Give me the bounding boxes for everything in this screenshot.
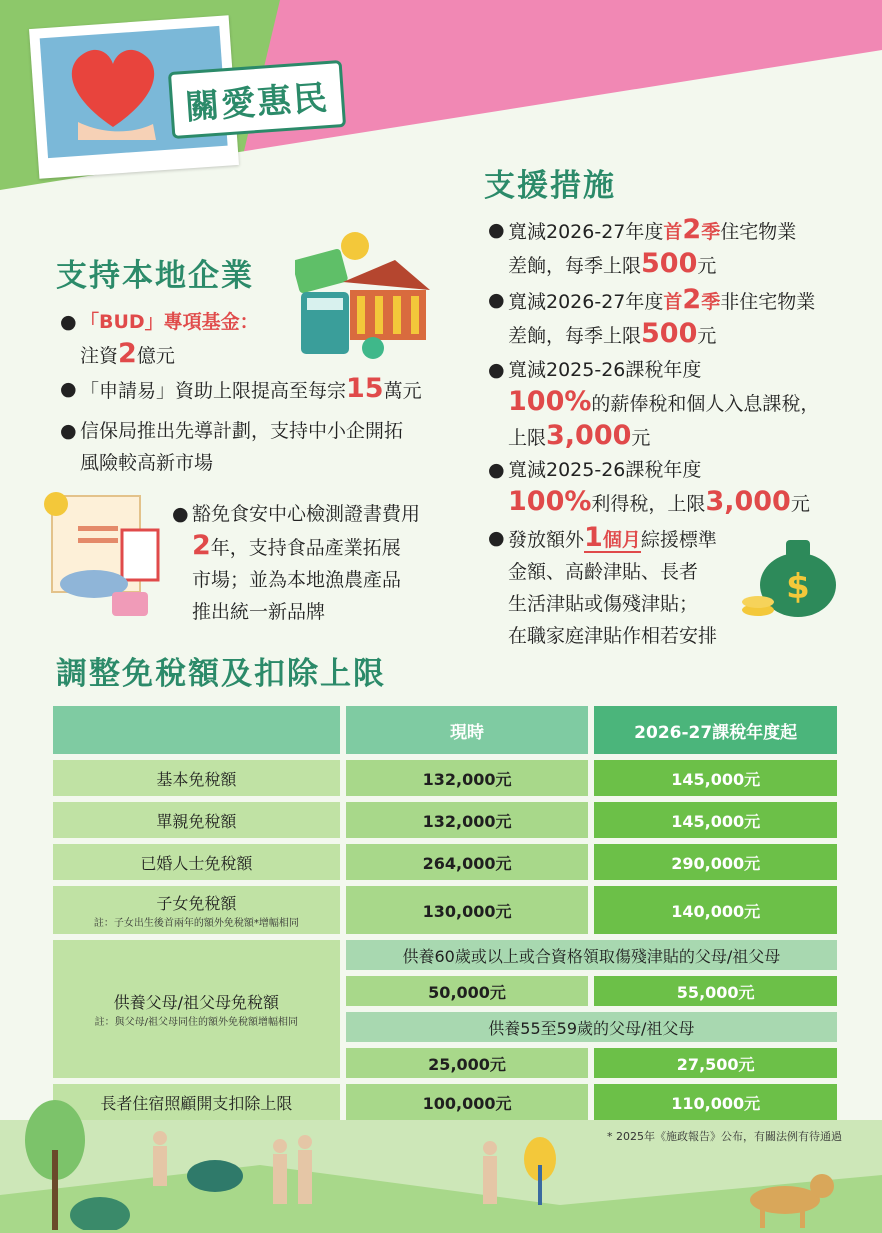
table-header-blank (53, 706, 340, 754)
business-ecic: ● 信保局推出先導計劃，支持中小企開拓 風險較高新市場 (60, 420, 404, 474)
child-allowance-label: 子女免稅額 (156, 894, 237, 913)
support-item-5: ● 發放額外1個月綜援標準 金額、高齡津貼、長者 生活津貼或傷殘津貼； 在職家庭津貼作相若安排 (488, 522, 718, 647)
table-row: 已婚人士免稅額 264,000元 290,000元 (53, 844, 837, 880)
table-row: 單親免稅額 132,000元 145,000元 (53, 802, 837, 838)
table-title: 調整免稅額及扣除上限 (56, 656, 386, 692)
page-title: 關愛惠民 (168, 60, 346, 139)
support-title: 支援措施 (484, 168, 616, 204)
business-bud: ● 「BUD」專項基金： 注資2億元 (60, 311, 259, 369)
child-allowance-note: 註：子女出生後首兩年的額外免稅額*增幅相同 (93, 918, 299, 929)
table-row: 25,000元 27,500元 (53, 1048, 837, 1078)
table-row: 長者住宿照顧開支扣除上限 100,000元 110,000元 (53, 1084, 837, 1120)
svg-text:$: $ (786, 567, 810, 607)
parent-allowance-note: 註：與父母/祖父母同住的額外免稅額增幅相同 (94, 1017, 299, 1028)
parent-allowance-label: 供養父母/祖父母免稅額 (113, 993, 280, 1012)
table-header-current: 現時 (346, 706, 589, 754)
parent-subheading-60: 供養60歲或以上或合資格領取傷殘津貼的父母/祖父母 (346, 940, 837, 970)
dog-illustration (740, 1160, 840, 1230)
support-item-1: ● 寬減2026-27年度首2季住宅物業 差餉，每季上限500元 (488, 214, 797, 279)
support-item-2: ● 寬減2026-27年度首2季非住宅物業 差餉，每季上限500元 (488, 284, 816, 349)
table-row (53, 940, 837, 970)
business-food-safety: ● 豁免食安中心檢測證書費用 2年，支持食品產業拓展 市場；並為本地漁農產品 推出統一新品牌 (172, 503, 421, 623)
parent-subheading-55: 供養55至59歲的父母/祖父母 (346, 1012, 837, 1042)
table-row: 50,000元 55,000元 (53, 976, 837, 1006)
allowance-table (47, 700, 843, 1126)
support-item-4: ● 寬減2025-26課稅年度 100%利得稅，上限3,000元 (488, 459, 810, 517)
heart-hand-icon (58, 32, 168, 142)
table-header-new: 2026-27課稅年度起 (594, 706, 837, 754)
table-row: 子女免稅額 註：子女出生後首兩年的額外免稅額*增幅相同 130,000元 140,000元 (53, 886, 837, 934)
money-bag-icon (738, 530, 838, 620)
people-silhouettes-illustration (120, 1128, 500, 1228)
table-footnote: * 2025年《施政報告》公布，有關法例有待通過 (607, 1130, 842, 1143)
tree-small-illustration (520, 1135, 560, 1205)
table-row: 基本免稅額 132,000元 145,000元 (53, 760, 837, 796)
support-item-3: ● 寬減2025-26課稅年度 100%的薪俸稅和個人入息課稅， 上限3,000元 (488, 359, 820, 451)
business-apply: ● 「申請易」資助上限提高至每宗15萬元 (60, 373, 422, 404)
business-title: 支持本地企業 (56, 258, 254, 294)
bank-calculator-icon (295, 232, 435, 362)
certificate-food-icon (38, 482, 178, 622)
